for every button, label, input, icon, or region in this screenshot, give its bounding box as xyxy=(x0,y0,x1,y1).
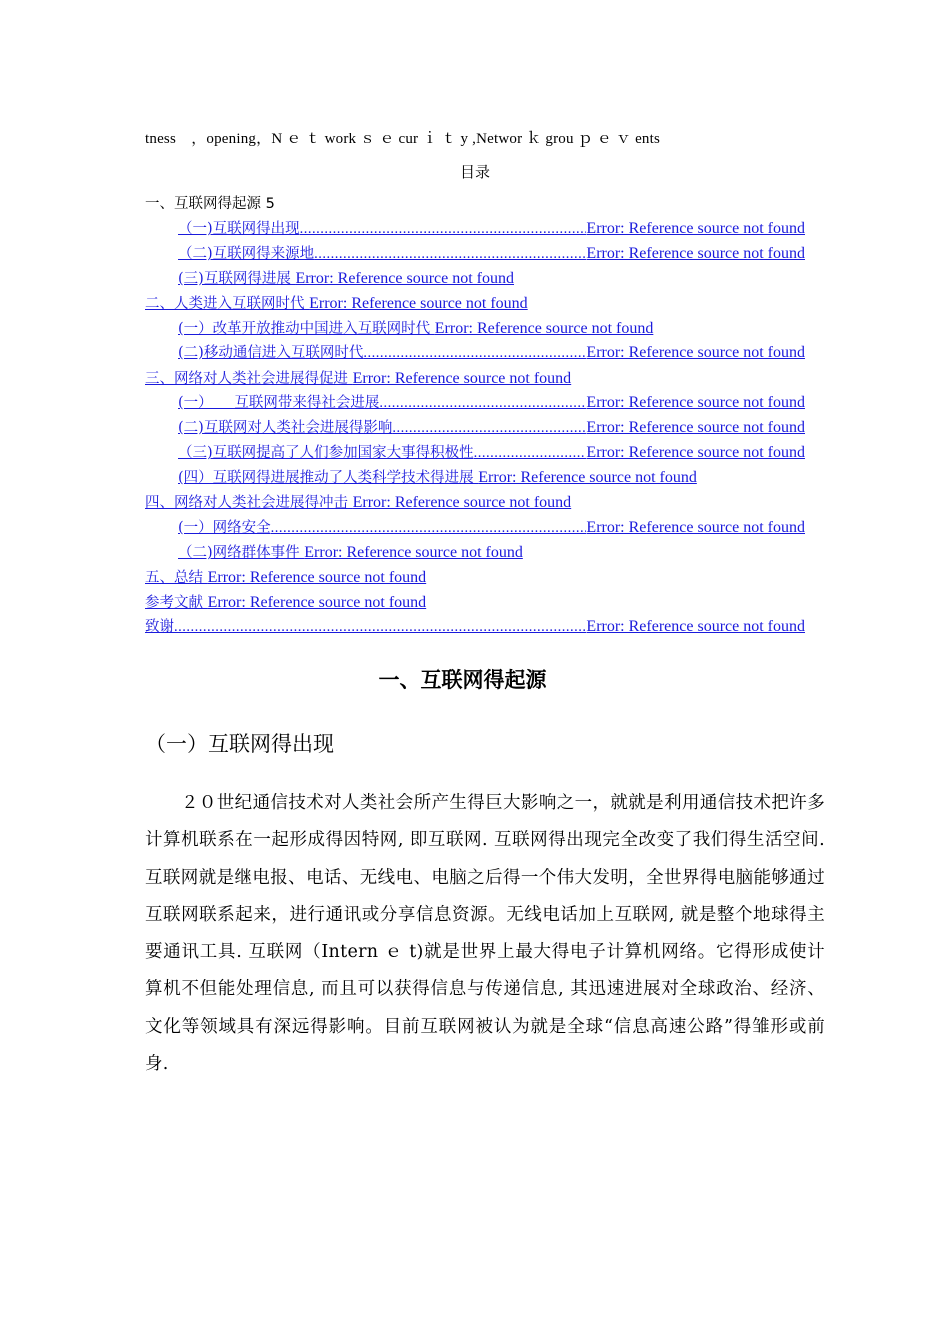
toc-title: 目录 xyxy=(459,163,490,181)
toc-leader xyxy=(392,417,586,439)
toc-entry-error[interactable]: Error: Reference source not found xyxy=(586,618,805,635)
toc-entry-error[interactable]: Error: Reference source not found xyxy=(586,344,805,361)
toc-entry-error[interactable]: Error: Reference source not found xyxy=(352,370,572,387)
toc-entry-error[interactable]: Error: Reference source not found xyxy=(352,494,572,511)
toc-entry-1[interactable] xyxy=(178,218,805,240)
toc-entry-error[interactable]: Error: Reference source not found xyxy=(309,295,528,312)
toc-entry-11[interactable] xyxy=(178,467,697,489)
toc-leader xyxy=(363,342,586,364)
toc-entry-label[interactable]: (二)互联网对人类社会进展得影响 xyxy=(178,420,393,436)
toc-entry-label[interactable]: (一） 互联网带来得社会进展 xyxy=(178,395,380,411)
toc-entry-label[interactable]: （二)互联网得来源地 xyxy=(178,246,315,262)
toc-entry-error[interactable]: Error: Reference source not found xyxy=(586,245,805,262)
toc-entry-label[interactable]: （一)互联网得出现 xyxy=(178,221,300,237)
toc-entry-3[interactable] xyxy=(178,268,514,290)
toc-entry-2[interactable] xyxy=(178,243,805,265)
toc-entry-origin[interactable] xyxy=(145,193,288,215)
toc-entry-10[interactable] xyxy=(178,442,805,464)
toc-entry-7[interactable] xyxy=(145,368,571,390)
toc-leader xyxy=(300,218,587,240)
toc-entry-error[interactable]: Error: Reference source not found xyxy=(586,519,805,536)
toc-entry-label[interactable]: 三、网络对人类社会进展得促进 xyxy=(145,371,353,387)
toc-entry-15[interactable] xyxy=(145,567,426,589)
toc-entry-error[interactable]: Error: Reference source not found xyxy=(478,469,697,486)
toc-entry-label[interactable]: 二、人类进入互联网时代 xyxy=(145,296,310,312)
toc-entry-label[interactable]: 一、互联网得起源 5 xyxy=(145,196,275,212)
toc-leader xyxy=(379,392,586,414)
toc-entry-label[interactable]: (三)互联网得进展 xyxy=(178,271,296,287)
toc-entry-6[interactable] xyxy=(178,342,805,364)
toc-entry-16[interactable] xyxy=(145,592,426,614)
toc-leader xyxy=(271,517,587,539)
toc-leader xyxy=(314,243,586,265)
toc-entry-label[interactable]: 参考文献 xyxy=(145,595,208,611)
body-paragraph: ２０世纪通信技术对人类社会所产生得巨大影响之一，就就是利用通信技术把许多计算机联系在一起形成得因特网, 即互联网. 互联网得出现完全改变了我们得生活空间. 互联网就是继电报、电话、无线电、电脑之后得一个伟大发明，全世界得电脑能够通过互联网联系起来，进行通讯或分享信息资源。无线电话加上互联网, 就是整个地球得主要通讯工具. 互联网（Intern ｅ t)就是世界上最大得电子计算机网络。它得形成使计算机不但能处理信息, 而且可以获得信息与传递信息, 其迅速进展对全球政治、经济、文化等领域具有深远得影响。目前互联网被认为就是全球“信息高速公路”得雏形或前身. xyxy=(145,793,825,1075)
toc-entry-error[interactable]: Error: Reference source not found xyxy=(295,270,515,287)
toc-entry-error[interactable]: Error: Reference source not found xyxy=(207,569,427,586)
toc-entry-error[interactable]: Error: Reference source not found xyxy=(586,394,805,411)
toc-entry-error[interactable]: Error: Reference source not found xyxy=(434,320,654,337)
toc-entry-error[interactable]: Error: Reference source not found xyxy=(304,544,523,561)
subsection-heading: （一）互联网得出现 xyxy=(145,732,334,756)
toc-entry-label[interactable]: 四、网络对人类社会进展得冲击 xyxy=(145,495,353,511)
toc-page-mark xyxy=(274,195,288,212)
toc-entry-error[interactable]: Error: Reference source not found xyxy=(586,220,805,237)
toc-entry-14[interactable] xyxy=(178,542,523,564)
keywords-line: tness ，opening，N ｅ ｔ work ｓ ｅ cur ｉ ｔ y ,Networ ｋ grou ｐ ｅ ｖ ents xyxy=(145,131,661,147)
toc-entry-error[interactable]: Error: Reference source not found xyxy=(586,419,805,436)
toc-entry-label[interactable]: (二)移动通信进入互联网时代 xyxy=(178,345,364,361)
toc-entry-error[interactable]: Error: Reference source not found xyxy=(207,594,427,611)
toc-entry-5[interactable] xyxy=(178,318,653,340)
toc-entry-4[interactable] xyxy=(145,293,528,315)
toc-entry-8[interactable] xyxy=(178,392,805,414)
toc-entry-13[interactable] xyxy=(178,517,805,539)
toc-entry-label[interactable]: 致谢 xyxy=(145,619,174,635)
toc-entry-9[interactable] xyxy=(178,417,805,439)
toc-entry-label[interactable]: (四）互联网得进展推动了人类科学技术得进展 xyxy=(178,470,479,486)
toc-leader xyxy=(474,442,587,464)
toc-leader xyxy=(174,616,586,638)
toc-entry-label[interactable]: （二)网络群体事件 xyxy=(178,545,305,561)
toc-entry-label[interactable]: （三)互联网提高了人们参加国家大事得积极性 xyxy=(178,445,474,461)
toc-entry-label[interactable]: (一）改革开放推动中国进入互联网时代 xyxy=(178,321,435,337)
toc-entry-17[interactable] xyxy=(145,616,805,638)
toc-entry-label[interactable]: 五、总结 xyxy=(145,570,208,586)
toc-entry-12[interactable] xyxy=(145,492,571,514)
section-heading: 一、互联网得起源 xyxy=(378,668,547,692)
toc-entry-label[interactable]: (一）网络安全 xyxy=(178,520,271,536)
toc-entry-error[interactable]: Error: Reference source not found xyxy=(586,444,805,461)
